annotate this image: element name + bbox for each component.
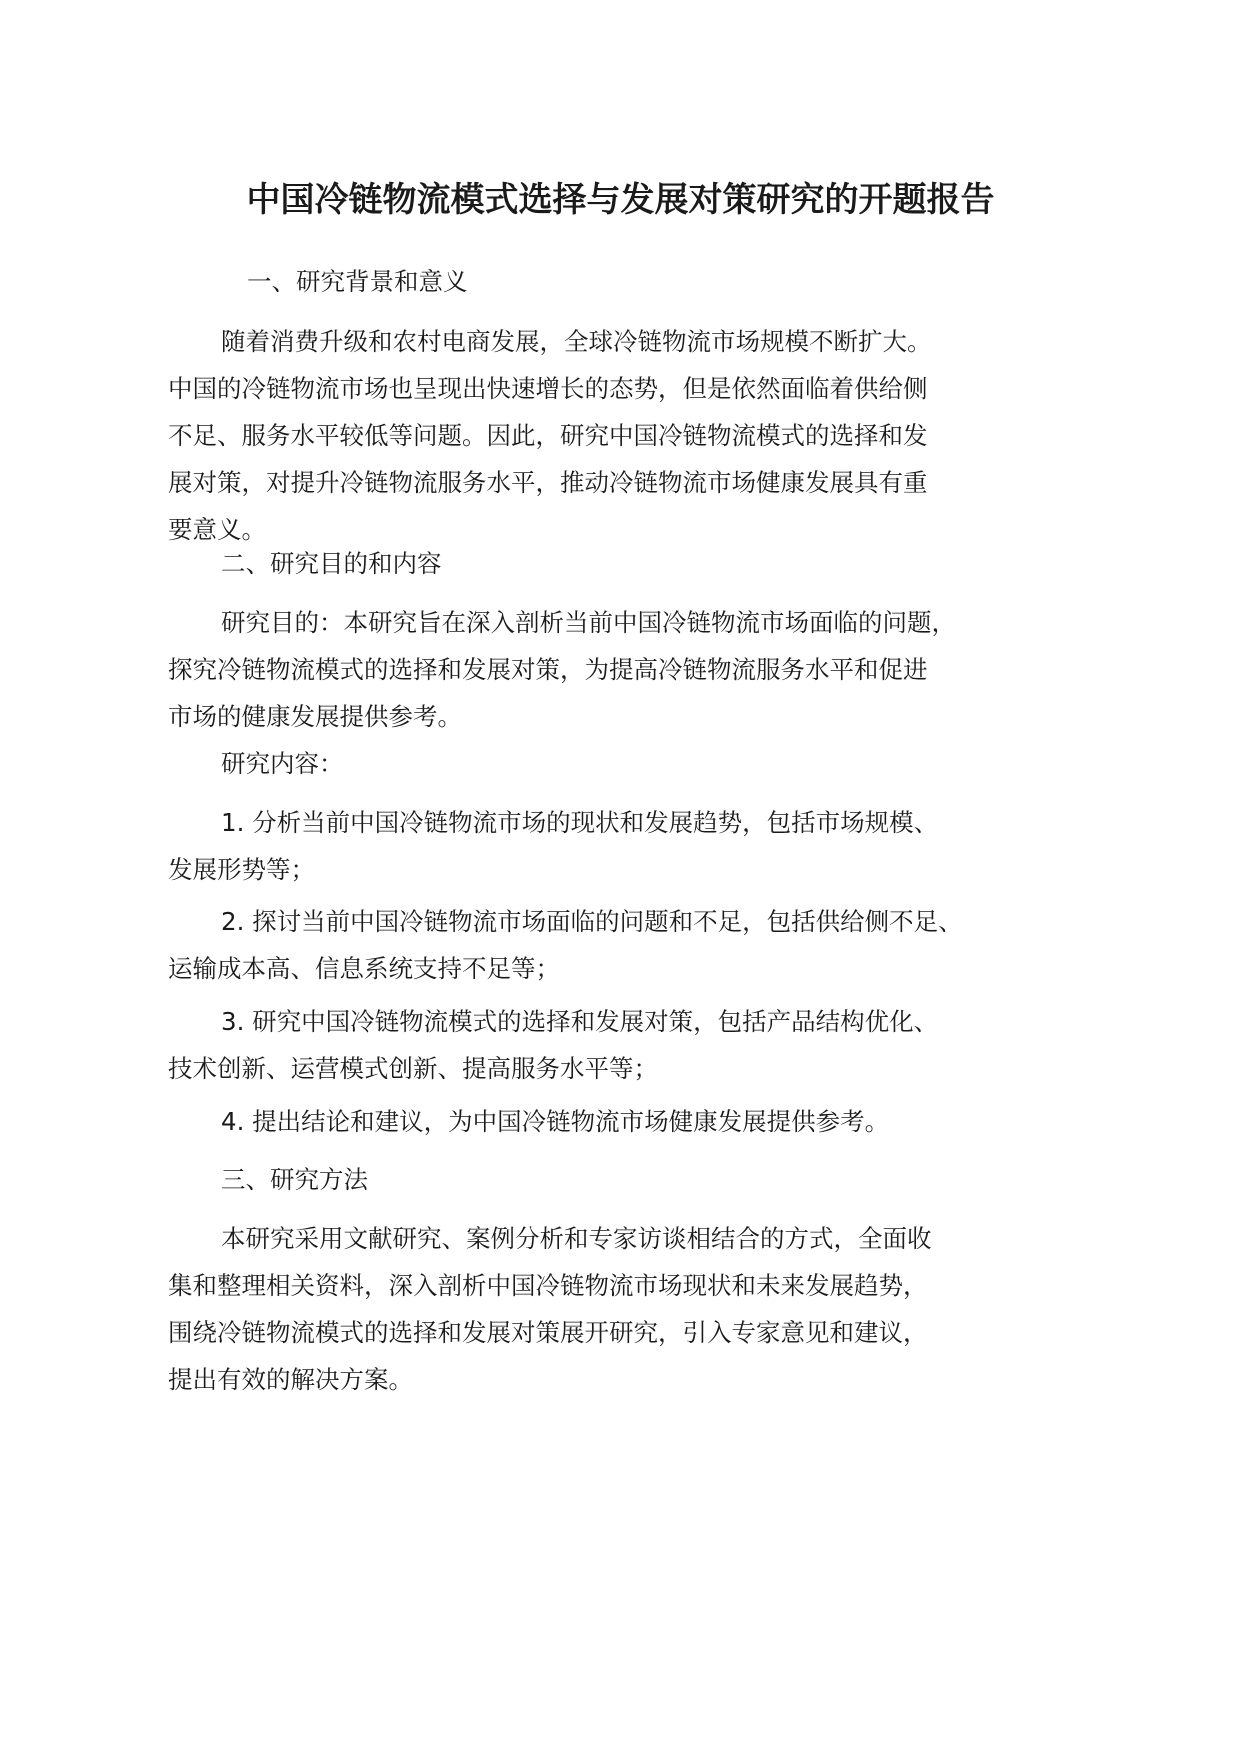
paragraph-line: 展对策，对提升冷链物流服务水平，推动冷链物流市场健康发展具有重 xyxy=(168,468,928,497)
paragraph-line: 市场的健康发展提供参考。 xyxy=(168,702,462,731)
section-heading-background xyxy=(188,258,1068,305)
section-heading-purpose xyxy=(188,540,1068,587)
paragraph-line: 围绕冷链物流模式的选择和发展对策展开研究，引入专家意见和建议， xyxy=(168,1318,928,1347)
purpose-paragraph xyxy=(168,599,1068,740)
paragraph-line: 研究目的：本研究旨在深入剖析当前中国冷链物流市场面临的问题， xyxy=(221,608,956,637)
paragraph-line: 3. 研究中国冷链物流模式的选择和发展对策，包括产品结构优化、 xyxy=(221,1007,939,1036)
content-label xyxy=(188,740,1068,787)
paragraph-line: 技术创新、运营模式创新、提高服务水平等； xyxy=(168,1054,658,1083)
paragraph-line: 要意义。 xyxy=(168,515,266,544)
paragraph-line: 本研究采用文献研究、案例分析和专家访谈相结合的方式，全面收 xyxy=(221,1224,932,1253)
paragraph-line: 随着消费升级和农村电商发展，全球冷链物流市场规模不断扩大。 xyxy=(221,327,932,356)
content-item-3 xyxy=(168,998,1068,1092)
paragraph-line: 2. 探讨当前中国冷链物流市场面临的问题和不足，包括供给侧不足、 xyxy=(221,907,963,936)
paragraph-line: 发展形势等； xyxy=(168,855,315,884)
section-heading-text: 二、研究目的和内容 xyxy=(221,549,442,578)
method-paragraph xyxy=(168,1215,1068,1403)
section-heading-text: 一、研究背景和意义 xyxy=(247,267,468,296)
paragraph-line: 运输成本高、信息系统支持不足等； xyxy=(168,954,560,983)
section-heading-method xyxy=(188,1156,1068,1203)
paragraph-line: 研究内容： xyxy=(221,749,344,778)
paragraph-line: 不足、服务水平较低等问题。因此，研究中国冷链物流模式的选择和发 xyxy=(168,421,928,450)
section-heading-text: 三、研究方法 xyxy=(221,1165,368,1194)
content-item-2 xyxy=(168,898,1068,992)
paragraph-line: 探究冷链物流模式的选择和发展对策，为提高冷链物流服务水平和促进 xyxy=(168,655,928,684)
paragraph-line: 集和整理相关资料，深入剖析中国冷链物流市场现状和未来发展趋势， xyxy=(168,1271,928,1300)
background-paragraph xyxy=(168,318,1068,553)
paragraph-line: 中国的冷链物流市场也呈现出快速增长的态势，但是依然面临着供给侧 xyxy=(168,374,928,403)
content-item-4 xyxy=(188,1098,1068,1145)
paragraph-line: 4. 提出结论和建议，为中国冷链物流市场健康发展提供参考。 xyxy=(221,1107,890,1136)
paragraph-line: 1. 分析当前中国冷链物流市场的现状和发展趋势，包括市场规模、 xyxy=(221,808,939,837)
paragraph-line: 提出有效的解决方案。 xyxy=(168,1365,413,1394)
content-item-1 xyxy=(168,799,1068,893)
document-title: 中国冷链物流模式选择与发展对策研究的开题报告 xyxy=(246,180,995,220)
